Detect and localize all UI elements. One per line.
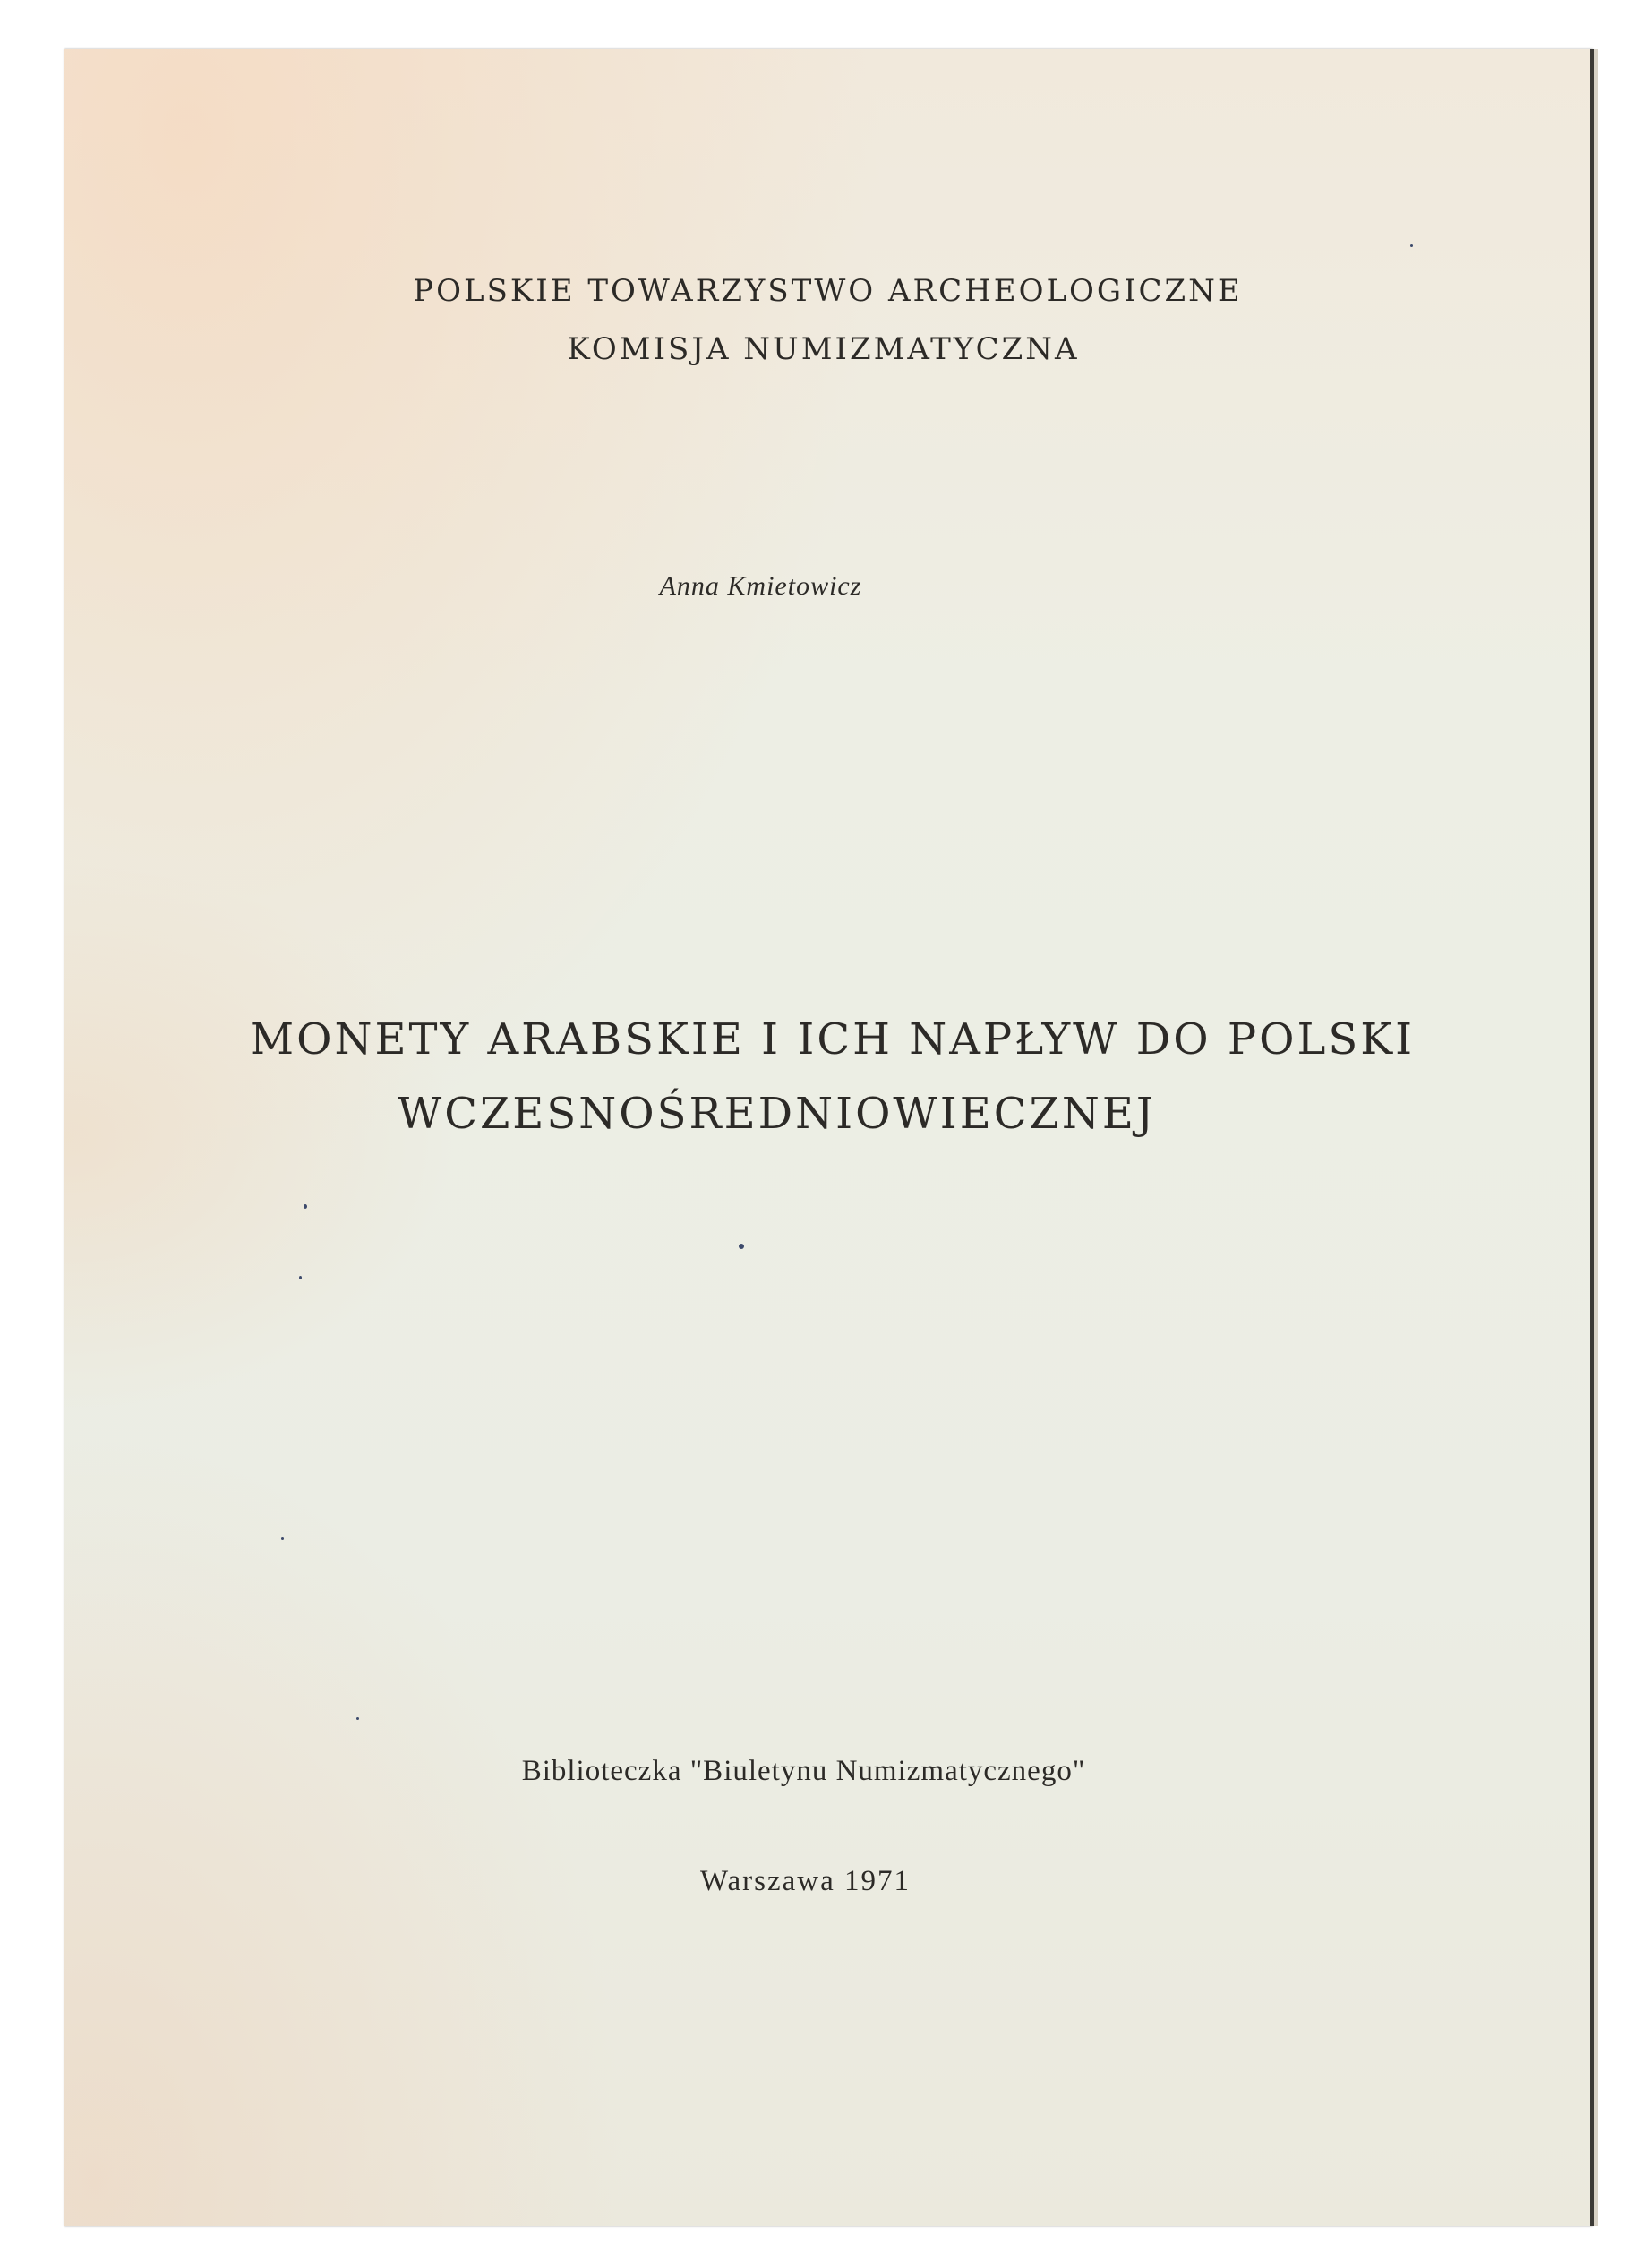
title-line-2: WCZESNOŚREDNIOWIECZNEJ	[397, 1089, 1157, 1139]
title-line-1: MONETY ARABSKIE I ICH NAPŁYW DO POLSKI	[249, 1014, 1416, 1065]
ink-speck	[356, 1717, 359, 1720]
author-name: Anna Kmietowicz	[659, 571, 862, 601]
organization-name: POLSKIE TOWARZYSTWO ARCHEOLOGICZNE	[413, 273, 1243, 309]
place-and-year: Warszawa 1971	[699, 1865, 911, 1897]
ink-speck	[281, 1537, 284, 1540]
ink-speck	[739, 1244, 744, 1249]
commission-name: KOMISJA NUMIZMATYCZNA	[567, 331, 1080, 367]
series-name: Biblioteczka "Biuletynu Numizmatycznego"	[521, 1755, 1086, 1787]
ink-speck	[304, 1204, 307, 1209]
ink-speck	[1410, 244, 1413, 247]
ink-speck	[299, 1276, 302, 1279]
book-cover	[64, 49, 1593, 2226]
